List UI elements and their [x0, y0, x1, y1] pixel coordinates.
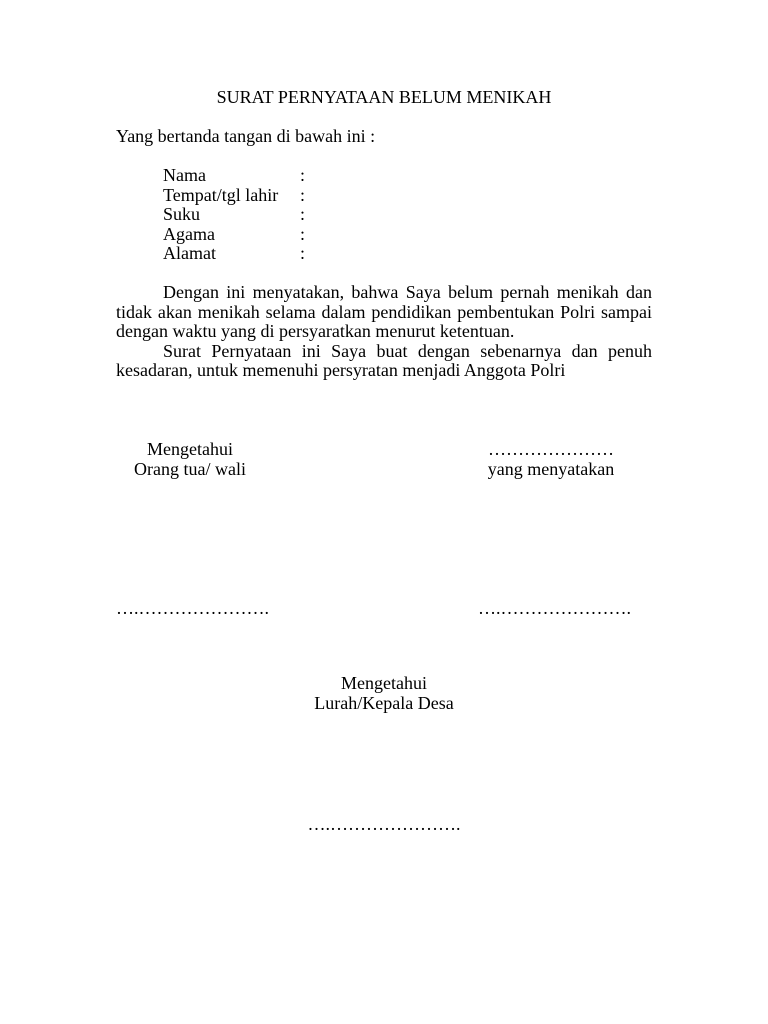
declarant-date-placeholder: ………………… [488, 439, 614, 459]
parent-acknowledge-label: Mengetahui [147, 439, 233, 459]
field-colon: : [300, 184, 306, 205]
village-head-approval-block [0, 674, 768, 713]
field-colon: : [300, 243, 306, 263]
field-label-agama: Agama [163, 223, 215, 244]
field-row-alamat [163, 244, 305, 264]
field-label-nama: Nama [163, 165, 206, 185]
parent-signature-line: ….…………………. [116, 598, 269, 618]
field-label-tempat-tgl-lahir: Tempat/tgl lahir [163, 184, 279, 205]
identity-fields [163, 166, 305, 264]
field-row-nama [163, 166, 305, 186]
parent-signature-block [90, 440, 290, 479]
declarant-signature-block [451, 440, 651, 479]
declarant-signature-line: ….…………………. [478, 598, 631, 618]
village-head-acknowledge-label: Mengetahui [341, 673, 427, 693]
statement-paragraph: Dengan ini menyatakan, bahwa Saya belum pernah menikah dan tidak akan menikah selama dalam pendidikan pembentukan Polri sampai dengan waktu yang di persyaratkan menurut ketentuan. [116, 282, 652, 341]
statement-body [116, 283, 652, 381]
declaration-paragraph: Surat Pernyataan ini Saya buat dengan sebenarnya dan penuh kesadaran, untuk memenuhi persyratan menjadi Anggota Polri [116, 340, 652, 380]
field-row-tempat-tgl-lahir [163, 186, 305, 206]
intro-text: Yang bertanda tangan di bawah ini : [116, 126, 376, 146]
village-head-signature-line: ….…………………. [307, 814, 461, 834]
village-head-role-label: Lurah/Kepala Desa [314, 692, 454, 713]
field-label-alamat: Alamat [163, 243, 216, 263]
field-row-agama [163, 225, 305, 245]
parent-role-label: Orang tua/ wali [134, 458, 246, 479]
field-colon: : [300, 223, 306, 244]
field-colon: : [300, 204, 306, 224]
field-label-suku: Suku [163, 204, 201, 224]
document-title: SURAT PERNYATAAN BELUM MENIKAH [216, 87, 552, 107]
field-row-suku [163, 205, 305, 225]
declarant-role-label: yang menyatakan [487, 458, 615, 479]
field-colon: : [300, 165, 306, 185]
